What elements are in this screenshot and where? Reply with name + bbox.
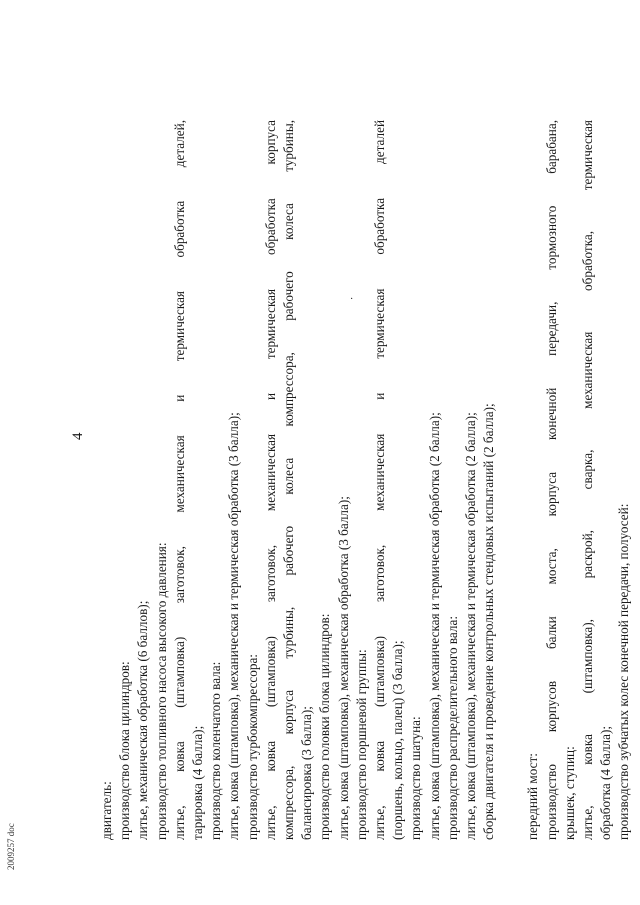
stray-mark: · bbox=[350, 294, 354, 305]
text-line: литье, ковка (штамповка), механическая и термическая обработка (3 балла); bbox=[226, 412, 242, 840]
text-line: производство турбокомпрессора: bbox=[244, 654, 260, 840]
text-line: производство поршневой группы: bbox=[353, 649, 369, 840]
text-line: литье, ковка (штамповка), механическая и термическая обработка (2 балла); bbox=[463, 412, 479, 840]
page-number: 4 bbox=[70, 432, 86, 440]
text-line: производство головки блока цилиндров: bbox=[317, 613, 333, 840]
text-line: производство зубчатых колес конечной передачи, полуосей: bbox=[616, 503, 632, 840]
text-line: производство блока цилиндров: bbox=[117, 661, 133, 840]
rotated-content bbox=[60, 40, 640, 840]
text-line: литье, ковка (штамповка), раскрой, сварка, механическая обработка, термическая bbox=[580, 120, 596, 840]
text-line: литье, механическая обработка (6 баллов); bbox=[135, 600, 151, 840]
paragraph-gap bbox=[498, 40, 524, 840]
text-line: производство топливного насоса высокого давления: bbox=[153, 542, 169, 840]
body-text bbox=[98, 40, 634, 840]
text-line: тарировка (4 балла); bbox=[190, 725, 206, 840]
text-line: компрессора, корпуса турбины, рабочего колеса компрессора, рабочего колеса турбины, bbox=[281, 120, 297, 840]
text-line: балансировка (3 балла); bbox=[299, 706, 315, 840]
text-line: литье, ковка (штамповка), механическая обработка (3 балла); bbox=[335, 496, 351, 840]
text-line: (поршень, кольцо, палец) (3 балла); bbox=[390, 640, 406, 840]
text-line: сборка двигателя и проведение контрольных стендовых испытаний (2 балла); bbox=[481, 403, 497, 840]
text-line: производство распределительного вала: bbox=[444, 616, 460, 840]
text-line: производство корпусов балки моста, корпуса конечной передачи, тормозного барабана, bbox=[543, 120, 559, 840]
text-line: обработка (4 балла); bbox=[598, 725, 614, 840]
text-line: производство шатуна: bbox=[408, 716, 424, 840]
footer-doc-code: 2009257 doc bbox=[6, 823, 16, 870]
text-line: литье, ковка (штамповка) заготовок, механическая и термическая обработка деталей bbox=[372, 120, 388, 840]
text-line: литье, ковка (штамповка), механическая и термическая обработка (2 балла); bbox=[426, 412, 442, 840]
text-line: передний мост: bbox=[525, 753, 541, 840]
text-line: производство коленчатого вала: bbox=[208, 661, 224, 840]
text-line: литье, ковка (штамповка) заготовок, механическая и термическая обработка корпуса bbox=[262, 120, 278, 840]
text-line: литье, ковка (штамповка) заготовок, механическая и термическая обработка деталей, bbox=[171, 120, 187, 840]
text-line: двигатель: bbox=[99, 781, 114, 840]
text-line: крышек, ступиц: bbox=[561, 746, 577, 840]
